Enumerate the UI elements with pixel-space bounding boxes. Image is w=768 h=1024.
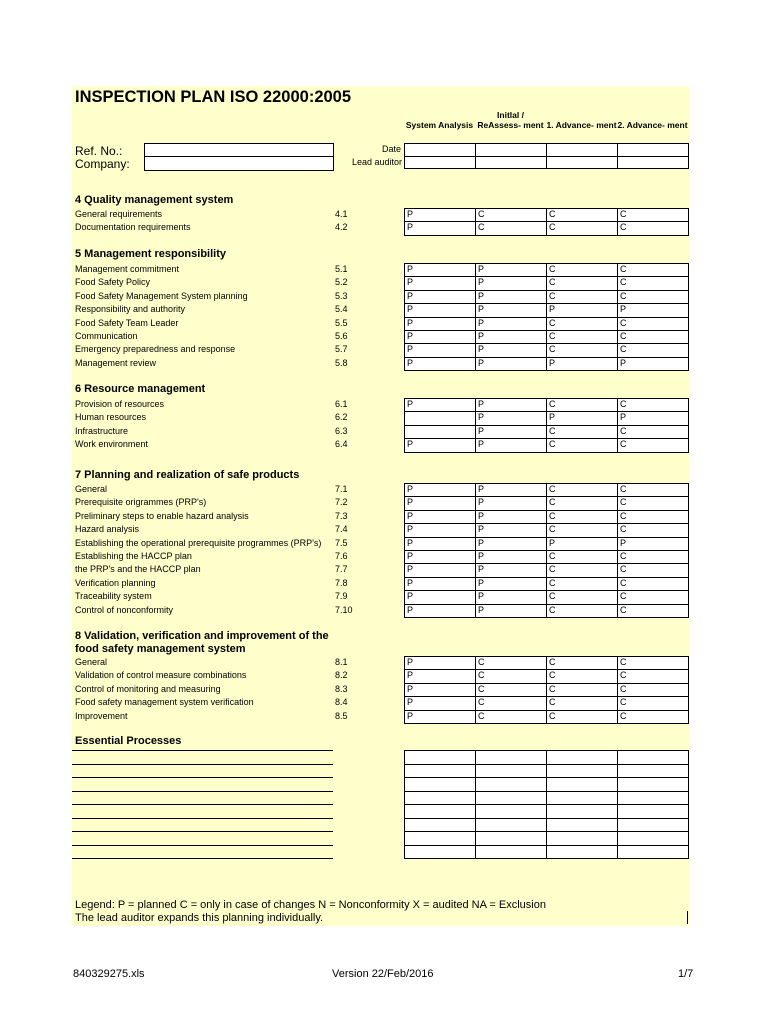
essential-process-cell[interactable] bbox=[547, 778, 618, 792]
plan-cell[interactable]: C bbox=[618, 209, 689, 222]
plan-cell[interactable]: C bbox=[547, 209, 618, 222]
plan-cell[interactable]: C bbox=[618, 510, 689, 523]
essential-process-line[interactable] bbox=[72, 804, 333, 805]
clause-label: Documentation requirements bbox=[75, 222, 191, 233]
clause-number: 5.8 bbox=[335, 357, 348, 368]
plan-cell[interactable]: C bbox=[476, 710, 547, 723]
plan-cell[interactable]: C bbox=[618, 317, 689, 330]
clause-label: General bbox=[75, 484, 108, 494]
plan-cell[interactable]: C bbox=[547, 591, 618, 604]
lead-auditor-cell-1[interactable] bbox=[405, 156, 476, 169]
essential-process-cell[interactable] bbox=[405, 845, 476, 859]
footer-page: 1/7 bbox=[678, 968, 694, 980]
plan-cell[interactable]: C bbox=[618, 670, 689, 683]
clause-label: Establishing the operational prerequisite programmes (PRP's) bbox=[75, 537, 322, 548]
plan-cell[interactable]: C bbox=[547, 425, 618, 438]
plan-cell[interactable]: C bbox=[547, 697, 618, 710]
plan-cell[interactable]: P bbox=[405, 222, 476, 235]
plan-cell[interactable] bbox=[405, 425, 476, 438]
plan-cell[interactable]: C bbox=[618, 564, 689, 577]
clause-number: 8.1 bbox=[335, 657, 348, 667]
essential-process-cell[interactable] bbox=[476, 778, 547, 792]
plan-cell[interactable]: C bbox=[547, 264, 618, 277]
plan-cell[interactable]: P bbox=[476, 304, 547, 317]
column-header: 2. Advance- ment bbox=[617, 120, 688, 130]
company-label: Company: bbox=[75, 157, 130, 171]
date-cell-2[interactable] bbox=[476, 144, 547, 157]
essential-process-line[interactable] bbox=[72, 777, 333, 778]
plan-cell[interactable]: P bbox=[476, 412, 547, 425]
section-title: 8 Validation, verification and improvement of the food safety management system bbox=[75, 630, 329, 655]
essential-process-line[interactable] bbox=[72, 750, 333, 751]
essential-process-line[interactable] bbox=[72, 764, 333, 765]
section-grid bbox=[404, 263, 689, 371]
plan-cell[interactable]: P bbox=[476, 524, 547, 537]
section-grid bbox=[404, 208, 689, 236]
section-title: 5 Management responsibility bbox=[75, 248, 226, 260]
plan-cell[interactable]: P bbox=[618, 304, 689, 317]
clause-label: Food Safety Policy bbox=[75, 277, 151, 288]
plan-cell[interactable]: P bbox=[405, 670, 476, 683]
plan-cell[interactable]: P bbox=[618, 412, 689, 425]
essential-process-cell[interactable] bbox=[476, 764, 547, 778]
clause-number: 7.1 bbox=[335, 484, 348, 494]
essential-process-cell[interactable] bbox=[547, 845, 618, 859]
plan-cell[interactable]: C bbox=[547, 524, 618, 537]
essential-process-cell[interactable] bbox=[405, 791, 476, 805]
header-grid bbox=[404, 143, 689, 169]
essential-process-cell[interactable] bbox=[618, 818, 689, 832]
plan-cell[interactable]: C bbox=[618, 497, 689, 510]
plan-cell[interactable]: P bbox=[405, 484, 476, 497]
plan-cell[interactable]: P bbox=[476, 577, 547, 590]
clause-label: Responsibility and authority bbox=[75, 304, 186, 315]
clause-label: Verification planning bbox=[75, 577, 156, 588]
plan-cell[interactable]: C bbox=[618, 697, 689, 710]
plan-cell[interactable]: P bbox=[405, 550, 476, 563]
clause-number: 7.4 bbox=[335, 524, 348, 535]
plan-cell[interactable]: C bbox=[618, 344, 689, 357]
essential-process-line[interactable] bbox=[72, 791, 333, 792]
clause-number: 6.4 bbox=[335, 439, 348, 450]
clause-label: Prerequisite origrammes (PRP's) bbox=[75, 497, 207, 508]
plan-cell[interactable]: C bbox=[618, 657, 689, 670]
plan-cell[interactable] bbox=[405, 412, 476, 425]
plan-cell[interactable]: P bbox=[405, 264, 476, 277]
plan-cell[interactable]: P bbox=[476, 290, 547, 303]
clause-number: 6.1 bbox=[335, 399, 348, 409]
company-field[interactable] bbox=[144, 156, 334, 171]
plan-cell[interactable]: C bbox=[547, 290, 618, 303]
plan-cell[interactable]: P bbox=[476, 425, 547, 438]
plan-cell[interactable]: P bbox=[405, 591, 476, 604]
plan-cell[interactable]: P bbox=[405, 657, 476, 670]
plan-cell[interactable]: C bbox=[547, 439, 618, 452]
clause-number: 7.7 bbox=[335, 564, 348, 575]
essential-process-cell[interactable] bbox=[618, 778, 689, 792]
plan-cell[interactable]: C bbox=[618, 330, 689, 343]
plan-cell[interactable]: C bbox=[618, 425, 689, 438]
essential-process-cell[interactable] bbox=[547, 791, 618, 805]
footer-version: Version 22/Feb/2016 bbox=[332, 968, 434, 980]
clause-label: Management review bbox=[75, 357, 157, 368]
plan-cell[interactable]: C bbox=[618, 399, 689, 412]
plan-cell[interactable]: C bbox=[547, 510, 618, 523]
plan-cell[interactable]: P bbox=[405, 510, 476, 523]
clause-number: 5.5 bbox=[335, 317, 348, 328]
plan-cell[interactable]: C bbox=[618, 683, 689, 696]
plan-cell[interactable]: P bbox=[476, 330, 547, 343]
essential-process-cell[interactable] bbox=[476, 805, 547, 819]
footer-filename: 840329275.xls bbox=[73, 968, 145, 980]
plan-cell[interactable]: C bbox=[547, 277, 618, 290]
cell-divider bbox=[687, 911, 688, 924]
section-grid bbox=[404, 483, 689, 618]
essential-process-cell[interactable] bbox=[405, 818, 476, 832]
legend-note: The lead auditor expands this planning individually. bbox=[75, 912, 324, 924]
lead-auditor-label: Lead auditor bbox=[352, 157, 403, 167]
plan-cell[interactable]: P bbox=[405, 710, 476, 723]
plan-cell[interactable]: P bbox=[547, 412, 618, 425]
plan-cell[interactable]: C bbox=[476, 222, 547, 235]
plan-cell[interactable]: P bbox=[476, 550, 547, 563]
plan-cell[interactable]: P bbox=[405, 304, 476, 317]
clause-number: 7.3 bbox=[335, 510, 348, 521]
section-title: 6 Resource management bbox=[75, 383, 206, 395]
clause-number: 6.3 bbox=[335, 425, 348, 436]
essential-process-cell[interactable] bbox=[618, 764, 689, 778]
clause-label: Improvement bbox=[75, 710, 128, 721]
plan-cell[interactable]: P bbox=[547, 537, 618, 550]
legend: Legend: P = planned C = only in case of changes N = Nonconformity X = audited NA = Exclusion bbox=[75, 899, 546, 911]
clause-label: Food Safety Team Leader bbox=[75, 317, 179, 328]
clause-number: 5.7 bbox=[335, 344, 348, 355]
plan-cell[interactable]: P bbox=[405, 524, 476, 537]
plan-cell[interactable]: C bbox=[618, 484, 689, 497]
clause-number: 5.3 bbox=[335, 290, 348, 301]
essential-process-cell[interactable] bbox=[476, 818, 547, 832]
plan-cell[interactable]: C bbox=[618, 604, 689, 617]
plan-cell[interactable]: P bbox=[476, 344, 547, 357]
clause-number: 4.1 bbox=[335, 209, 348, 219]
clause-label: the PRP's and the HACCP plan bbox=[75, 564, 201, 575]
essential-process-cell[interactable] bbox=[547, 832, 618, 846]
essential-process-cell[interactable] bbox=[476, 832, 547, 846]
clause-number: 7.5 bbox=[335, 537, 348, 548]
plan-cell[interactable]: P bbox=[405, 290, 476, 303]
clause-label: Communication bbox=[75, 331, 138, 341]
plan-cell[interactable]: C bbox=[618, 524, 689, 537]
plan-cell[interactable]: P bbox=[405, 577, 476, 590]
plan-cell[interactable]: P bbox=[476, 277, 547, 290]
clause-label: Hazard analysis bbox=[75, 524, 140, 535]
plan-cell[interactable]: C bbox=[547, 317, 618, 330]
plan-cell[interactable]: C bbox=[547, 497, 618, 510]
lead-auditor-cell-3[interactable] bbox=[547, 156, 618, 169]
plan-cell[interactable]: P bbox=[405, 357, 476, 370]
essential-process-cell[interactable] bbox=[405, 805, 476, 819]
essential-process-line[interactable] bbox=[72, 858, 333, 859]
plan-cell[interactable]: P bbox=[476, 604, 547, 617]
essential-process-cell[interactable] bbox=[405, 764, 476, 778]
plan-cell[interactable]: P bbox=[476, 537, 547, 550]
clause-label: Food safety management system verification bbox=[75, 697, 254, 708]
clause-label: General requirements bbox=[75, 209, 163, 219]
clause-label: Traceability system bbox=[75, 591, 152, 602]
plan-cell[interactable]: C bbox=[618, 439, 689, 452]
lead-auditor-cell-2[interactable] bbox=[476, 156, 547, 169]
column-header: Initlal / ReAssess- ment bbox=[477, 110, 544, 130]
plan-cell[interactable]: P bbox=[405, 497, 476, 510]
plan-cell[interactable]: P bbox=[405, 344, 476, 357]
essential-process-line[interactable] bbox=[72, 831, 333, 832]
essential-process-cell[interactable] bbox=[405, 778, 476, 792]
plan-cell[interactable]: C bbox=[618, 264, 689, 277]
clause-number: 8.4 bbox=[335, 697, 348, 708]
plan-cell[interactable]: P bbox=[405, 604, 476, 617]
plan-cell[interactable]: C bbox=[547, 222, 618, 235]
clause-label: Management commitment bbox=[75, 264, 180, 274]
plan-cell[interactable]: P bbox=[618, 357, 689, 370]
ref-no-label: Ref. No.: bbox=[75, 144, 123, 158]
plan-cell[interactable]: P bbox=[476, 439, 547, 452]
plan-cell[interactable]: P bbox=[405, 697, 476, 710]
plan-cell[interactable]: C bbox=[547, 344, 618, 357]
plan-cell[interactable]: C bbox=[547, 550, 618, 563]
essential-process-cell[interactable] bbox=[618, 845, 689, 859]
section-grid bbox=[404, 656, 689, 724]
plan-cell[interactable]: P bbox=[405, 317, 476, 330]
essential-process-cell[interactable] bbox=[476, 751, 547, 765]
column-header: System Analysis bbox=[405, 120, 474, 130]
plan-cell[interactable]: C bbox=[618, 577, 689, 590]
plan-cell[interactable]: P bbox=[476, 484, 547, 497]
plan-cell[interactable]: P bbox=[476, 591, 547, 604]
plan-cell[interactable]: C bbox=[618, 222, 689, 235]
plan-cell[interactable]: P bbox=[476, 564, 547, 577]
plan-cell[interactable]: P bbox=[476, 399, 547, 412]
plan-cell[interactable]: C bbox=[618, 290, 689, 303]
clause-number: 7.10 bbox=[335, 604, 353, 615]
essential-process-cell[interactable] bbox=[405, 751, 476, 765]
clause-number: 7.9 bbox=[335, 591, 348, 602]
plan-cell[interactable]: C bbox=[547, 484, 618, 497]
clause-label: Food Safety Management System planning bbox=[75, 290, 248, 301]
plan-cell[interactable]: P bbox=[405, 683, 476, 696]
column-header: 1. Advance- ment bbox=[546, 120, 617, 130]
section-title: 4 Quality management system bbox=[75, 194, 234, 206]
essential-process-cell[interactable] bbox=[547, 818, 618, 832]
essential-process-line[interactable] bbox=[72, 818, 333, 819]
clause-label: Preliminary steps to enable hazard analysis bbox=[75, 510, 249, 521]
clause-number: 5.2 bbox=[335, 277, 348, 288]
clause-label: Validation of control measure combinations bbox=[75, 670, 247, 681]
essential-process-grid bbox=[404, 750, 689, 859]
plan-cell[interactable]: P bbox=[476, 510, 547, 523]
plan-cell[interactable]: C bbox=[547, 577, 618, 590]
plan-cell[interactable]: C bbox=[618, 550, 689, 563]
plan-cell[interactable]: P bbox=[405, 537, 476, 550]
clause-label: Work environment bbox=[75, 439, 148, 450]
clause-number: 8.5 bbox=[335, 710, 348, 721]
plan-cell[interactable]: C bbox=[476, 697, 547, 710]
clause-number: 5.6 bbox=[335, 331, 348, 341]
plan-cell[interactable]: C bbox=[547, 399, 618, 412]
clause-number: 8.2 bbox=[335, 670, 348, 681]
clause-label: Emergency preparedness and response bbox=[75, 344, 236, 355]
section-grid bbox=[404, 398, 689, 453]
plan-cell[interactable]: C bbox=[476, 683, 547, 696]
plan-cell[interactable]: P bbox=[405, 439, 476, 452]
clause-number: 5.1 bbox=[335, 264, 348, 274]
plan-cell[interactable]: C bbox=[618, 591, 689, 604]
date-label: Date bbox=[382, 144, 402, 154]
plan-cell[interactable]: C bbox=[547, 330, 618, 343]
plan-cell[interactable]: P bbox=[476, 317, 547, 330]
plan-cell[interactable]: C bbox=[618, 710, 689, 723]
clause-label: Establishing the HACCP plan bbox=[75, 551, 192, 561]
clause-label: General bbox=[75, 657, 108, 667]
plan-cell[interactable]: C bbox=[547, 657, 618, 670]
essential-process-cell[interactable] bbox=[476, 845, 547, 859]
plan-cell[interactable]: C bbox=[476, 670, 547, 683]
clause-number: 5.4 bbox=[335, 304, 348, 315]
clause-label: Control of monitoring and measuring bbox=[75, 683, 221, 694]
plan-cell[interactable]: P bbox=[547, 357, 618, 370]
plan-cell[interactable]: P bbox=[476, 264, 547, 277]
essential-process-cell[interactable] bbox=[618, 791, 689, 805]
clause-number: 7.8 bbox=[335, 577, 348, 588]
essential-processes-title: Essential Processes bbox=[75, 735, 182, 747]
plan-cell[interactable]: P bbox=[618, 537, 689, 550]
page-title: INSPECTION PLAN ISO 22000:2005 bbox=[75, 88, 352, 106]
clause-label: Human resources bbox=[75, 412, 147, 423]
essential-process-cell[interactable] bbox=[405, 832, 476, 846]
plan-cell[interactable]: P bbox=[476, 497, 547, 510]
essential-process-cell[interactable] bbox=[547, 751, 618, 765]
clause-label: Infrastructure bbox=[75, 425, 129, 436]
plan-cell[interactable]: P bbox=[405, 209, 476, 222]
plan-cell[interactable]: P bbox=[405, 330, 476, 343]
clause-number: 7.2 bbox=[335, 497, 348, 508]
clause-label: Provision of resources bbox=[75, 399, 165, 409]
clause-number: 8.3 bbox=[335, 683, 348, 694]
clause-number: 7.6 bbox=[335, 551, 348, 561]
essential-process-cell[interactable] bbox=[618, 805, 689, 819]
date-cell-3[interactable] bbox=[547, 144, 618, 157]
plan-cell[interactable]: C bbox=[476, 209, 547, 222]
clause-label: Control of nonconformity bbox=[75, 604, 174, 615]
date-cell-4[interactable] bbox=[618, 144, 689, 157]
clause-number: 4.2 bbox=[335, 222, 348, 233]
ref-no-field[interactable] bbox=[144, 143, 334, 157]
essential-process-cell[interactable] bbox=[618, 832, 689, 846]
essential-process-cell[interactable] bbox=[618, 751, 689, 765]
essential-process-line[interactable] bbox=[72, 845, 333, 846]
plan-cell[interactable]: C bbox=[547, 670, 618, 683]
essential-process-cell[interactable] bbox=[547, 764, 618, 778]
plan-cell[interactable]: C bbox=[476, 657, 547, 670]
plan-cell[interactable]: C bbox=[547, 564, 618, 577]
essential-process-cell[interactable] bbox=[547, 805, 618, 819]
essential-process-cell[interactable] bbox=[476, 791, 547, 805]
date-cell-1[interactable] bbox=[405, 144, 476, 157]
plan-cell[interactable]: P bbox=[405, 564, 476, 577]
plan-cell[interactable]: C bbox=[618, 277, 689, 290]
plan-cell[interactable]: P bbox=[476, 357, 547, 370]
section-title: 7 Planning and realization of safe products bbox=[75, 469, 300, 481]
plan-cell[interactable]: P bbox=[405, 399, 476, 412]
plan-cell[interactable]: C bbox=[547, 604, 618, 617]
plan-cell[interactable]: P bbox=[547, 304, 618, 317]
lead-auditor-cell-4[interactable] bbox=[618, 156, 689, 169]
plan-cell[interactable]: C bbox=[547, 683, 618, 696]
plan-cell[interactable]: C bbox=[547, 710, 618, 723]
clause-number: 6.2 bbox=[335, 412, 348, 423]
plan-cell[interactable]: P bbox=[405, 277, 476, 290]
